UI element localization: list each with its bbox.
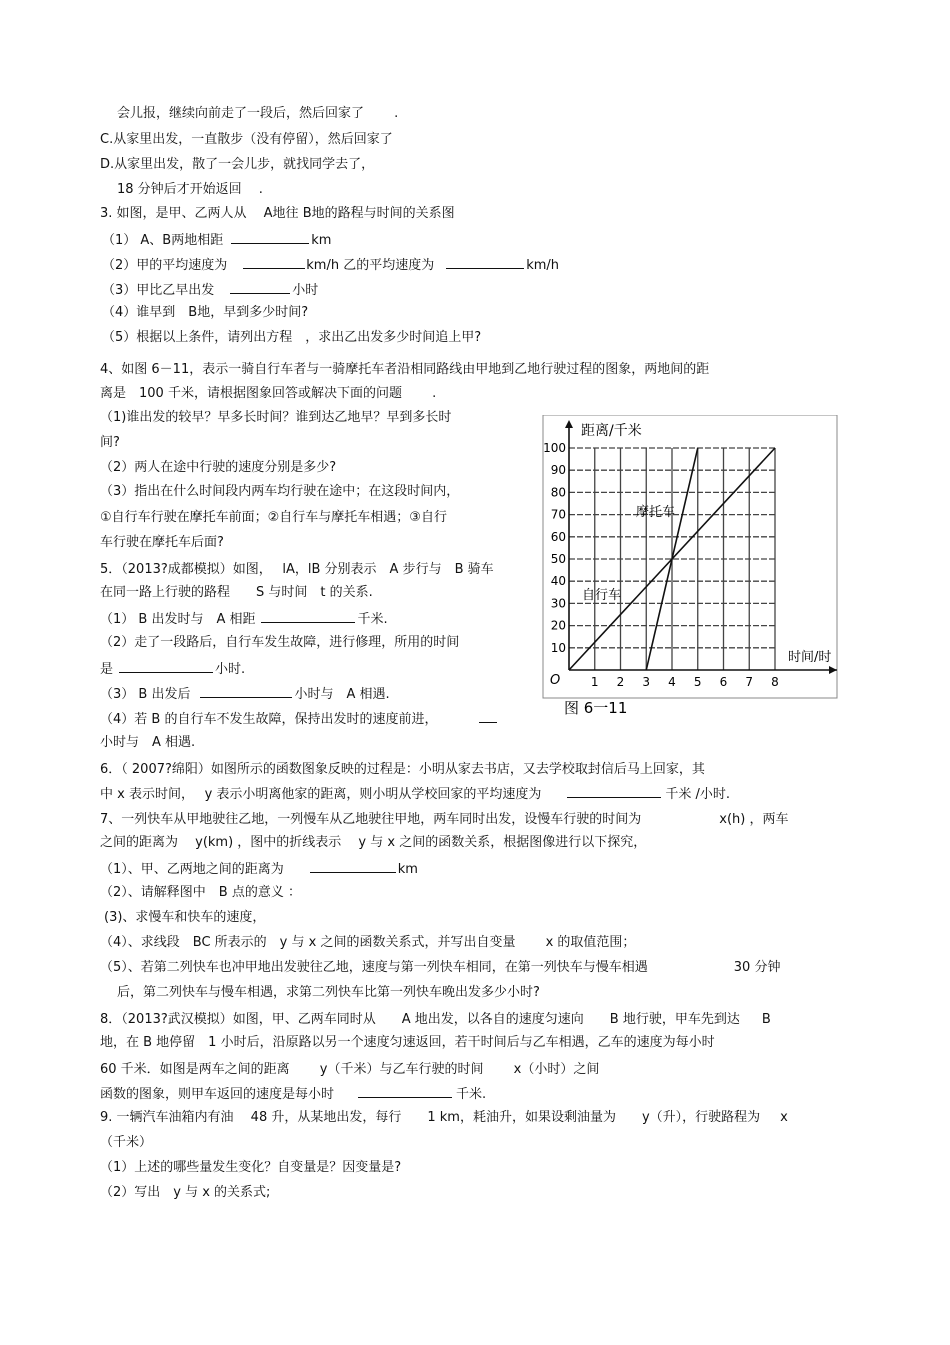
answer-blank[interactable] <box>446 256 524 269</box>
y-tick-label: 20 <box>550 618 566 633</box>
figure-6-11-chart <box>538 415 840 720</box>
q3-part3: （3）甲比乙早出发 小时 <box>102 283 319 298</box>
q7-part2: （2）、请解释图中 B 点的意义 ： <box>100 885 301 900</box>
q5-part1: （1） B 出发时与 A 相距 千米. <box>100 612 388 627</box>
q4-part1-continuation: 间? <box>100 435 120 450</box>
q7-part1: （1）、甲、乙两地之间的距离为 km <box>100 862 418 877</box>
x-tick-label: 3 <box>642 675 651 689</box>
q3-part5: （5）根据以上条件，请列出方程 ，求出乙出发多少时间追上甲? <box>102 330 482 345</box>
q8-line4: 函数的图象，则甲车返回的速度是每小时 千米. <box>100 1087 487 1102</box>
x-tick-label: 6 <box>719 675 728 689</box>
q9-part2: （2）写出 y 与 x 的关系式; <box>100 1185 271 1200</box>
q8-line1: 8．（2013?武汉模拟）如图，甲、乙两车同时从 A 地出发，以各自的速度匀速向 B 地行驶，甲车先到达 B <box>100 1012 771 1027</box>
option-b-continuation: 会儿报，继续向前走了一段后，然后回家了 . <box>117 106 399 121</box>
x-tick-label: 8 <box>771 675 779 689</box>
option-d: D.从家里出发，散了一会儿步，就找同学去了， <box>100 157 375 172</box>
q5-part4: （4）若 B 的自行车不发生故障，保持出发时的速度前进， <box>100 710 497 728</box>
q4-part3-line2: ①自行车行驶在摩托车前面；②自行车与摩托车相遇；③自行 <box>100 510 447 525</box>
answer-blank[interactable] <box>230 281 290 294</box>
y-tick-label: 50 <box>550 552 566 566</box>
y-tick-label: 100 <box>543 441 566 455</box>
origin-label: O <box>550 673 561 688</box>
answer-blank[interactable] <box>358 1085 452 1098</box>
q8-line2: 地，在 B 地停留 1 小时后，沿原路以另一个速度匀速返回，若干时间后与乙车相遇，乙车的速度为每小时 <box>100 1035 715 1050</box>
y-tick-label: 30 <box>550 596 566 611</box>
q7-line1: 7、一列快车从甲地驶往乙地，一列慢车从乙地驶往甲地，两车同时出发，设慢车行驶的时间为 x(h) ，两车 <box>100 812 789 827</box>
answer-blank[interactable] <box>200 685 292 698</box>
q7-part5-continuation: 后，第二列快车与慢车相遇，求第二列快车比第一列快车晚出发多少小时? <box>117 985 540 1000</box>
x-tick-label: 1 <box>590 675 599 689</box>
x-tick-label: 7 <box>745 675 754 689</box>
y-axis-label: 距离/千米 <box>581 423 642 439</box>
q3-part4: （4）谁早到 B地，早到多少时间? <box>102 305 309 320</box>
y-tick-label: 60 <box>550 529 566 544</box>
q3-heading: 3. 如图，是甲、乙两人从 A地往 B地的路程与时间的关系图 <box>100 206 455 221</box>
motorcycle-label: 摩托车 <box>636 505 676 520</box>
q5-heading-line1: 5．（2013?成都模拟）如图， lA，lB 分别表示 A 步行与 B 骑车 <box>100 562 494 577</box>
option-d-continuation: 18 分钟后才开始返回 . <box>117 182 263 197</box>
q4-part1: （1)谁出发的较早？早多长时间？谁到达乙地早？早到多长时 <box>100 410 452 425</box>
y-axis-arrow <box>565 420 573 428</box>
x-tick-label: 2 <box>616 675 625 689</box>
q3-part2: （2）甲的平均速度为 km/h 乙的平均速度为 km/h <box>102 258 560 273</box>
q5-part3: （3） B 出发后 小时与 A 相遇. <box>100 687 390 702</box>
q4-heading-line1: 4、如图 6－11，表示一骑自行车者与一骑摩托车者沿相同路线由甲地到乙地行驶过程的图象，两地间的距 <box>100 362 710 377</box>
q5-part4-continuation: 小时与 A 相遇. <box>100 735 196 750</box>
answer-blank[interactable] <box>231 231 309 244</box>
q9-part1: （1）上述的哪些量发生变化？自变量是？因变量是? <box>100 1160 402 1175</box>
answer-blank[interactable] <box>310 860 396 873</box>
answer-blank[interactable] <box>261 610 355 623</box>
answer-blank[interactable] <box>479 710 497 723</box>
y-tick-label: 70 <box>550 507 566 522</box>
q5-part2: （2）走了一段路后，自行车发生故障，进行修理，所用的时间 <box>100 635 460 650</box>
figure-caption: 图 6一11 <box>564 699 628 717</box>
x-axis-label: 时间/时 <box>788 650 832 665</box>
tick-labels <box>543 441 779 689</box>
y-tick-label: 80 <box>550 485 566 500</box>
y-tick-label: 90 <box>550 463 566 478</box>
q6-line2: 中 x 表示时间， y 表示小明离他家的距离，则小明从学校回家的平均速度为 千米 /小时. <box>100 787 731 802</box>
y-tick-label: 10 <box>550 640 566 655</box>
q9-line1: 9. 一辆汽车油箱内有油 48 升，从某地出发，每行 1 km，耗油升，如果设剩油量为 y（升），行驶路程为 x <box>100 1110 788 1125</box>
q6-line1: 6．（ 2007?绵阳）如图所示的函数图象反映的过程是：小明从家去书店，又去学校取封信后马上回家，其 <box>100 762 705 777</box>
answer-blank[interactable] <box>567 785 661 798</box>
answer-blank[interactable] <box>243 256 305 269</box>
option-c: C.从家里出发，一直散步（没有停留），然后回家了 <box>100 132 393 147</box>
q4-part2: （2）两人在途中行驶的速度分别是多少? <box>100 460 337 475</box>
x-axis-arrow <box>829 666 837 674</box>
q7-line2: 之间的距离为 y(km) ，图中的折线表示 y 与 x 之间的函数关系，根据图像进行以下探究， <box>100 835 647 850</box>
y-tick-label: 40 <box>550 574 566 589</box>
q7-part5: （5）、若第二列快车也冲甲地出发驶往乙地，速度与第一列快车相同，在第一列快车与慢车相遇 30 分钟 <box>100 960 781 975</box>
q8-line3: 60 千米．如图是两车之间的距离 y（千米）与乙车行驶的时间 x（小时）之间 <box>100 1062 600 1077</box>
q7-part3: (3)、求慢车和快车的速度， <box>104 910 266 925</box>
q4-heading-line2: 离是 100 千米，请根据图象回答或解决下面的问题 . <box>100 386 437 401</box>
answer-blank[interactable] <box>119 660 213 673</box>
q5-heading-line2: 在同一路上行驶的路程 S 与时间 t 的关系. <box>100 585 373 600</box>
q3-part1: （1） A、B两地相距 km <box>102 233 332 248</box>
q4-part3: （3）指出在什么时间段内两车均行驶在途中；在这段时间内， <box>100 484 460 499</box>
x-tick-label: 5 <box>693 675 702 689</box>
q9-line2: （千米） <box>100 1135 153 1150</box>
x-tick-label: 4 <box>668 675 676 689</box>
q5-part2-continuation: 是 小时. <box>100 662 246 677</box>
bicycle-label: 自行车 <box>582 588 622 603</box>
q7-part4: （4）、求线段 BC 所表示的 y 与 x 之间的函数关系式，并写出自变量 x 的取值范围； <box>100 935 636 950</box>
q4-part3-line3: 车行驶在摩托车后面? <box>100 535 224 550</box>
